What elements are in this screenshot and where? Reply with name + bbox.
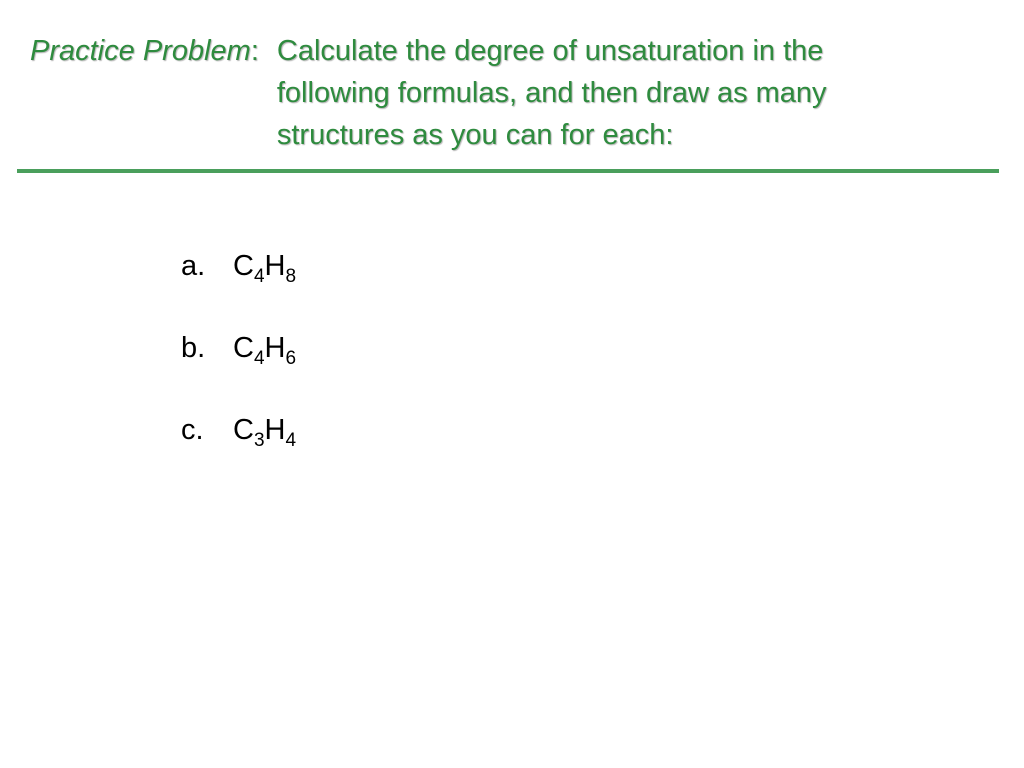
problem-statement-line-2: following formulas, and then draw as many bbox=[276, 77, 827, 109]
hydrogen-count: 4 bbox=[285, 430, 297, 451]
list-item bbox=[181, 414, 296, 496]
problem-statement bbox=[277, 30, 927, 156]
problem-statement-line-1: Calculate the degree of unsaturation in the bbox=[276, 35, 824, 67]
item-letter: b. bbox=[181, 332, 206, 364]
carbon-count: 4 bbox=[253, 266, 265, 287]
label-colon: : bbox=[250, 35, 259, 67]
formula bbox=[233, 250, 297, 287]
carbon-count: 3 bbox=[253, 430, 265, 451]
list-item bbox=[181, 332, 296, 414]
hydrogen-count: 8 bbox=[285, 266, 297, 287]
carbon-count: 4 bbox=[253, 348, 265, 369]
slide-header bbox=[30, 30, 1000, 156]
formula bbox=[233, 332, 297, 369]
hydrogen-symbol: H bbox=[264, 332, 286, 364]
practice-problem-label: Practice Problem bbox=[30, 35, 251, 67]
item-letter: a. bbox=[181, 250, 206, 282]
problem-statement-line-3: structures as you can for each: bbox=[276, 119, 674, 151]
carbon-symbol: C bbox=[233, 414, 254, 446]
header-divider bbox=[17, 169, 999, 173]
list-item bbox=[181, 250, 296, 332]
carbon-symbol: C bbox=[233, 332, 254, 364]
hydrogen-count: 6 bbox=[285, 348, 297, 369]
item-letter: c. bbox=[181, 414, 204, 446]
formula-list bbox=[181, 250, 296, 496]
hydrogen-symbol: H bbox=[264, 414, 286, 446]
carbon-symbol: C bbox=[233, 250, 254, 282]
header-label bbox=[30, 30, 259, 156]
formula bbox=[233, 414, 297, 451]
hydrogen-symbol: H bbox=[264, 250, 286, 282]
